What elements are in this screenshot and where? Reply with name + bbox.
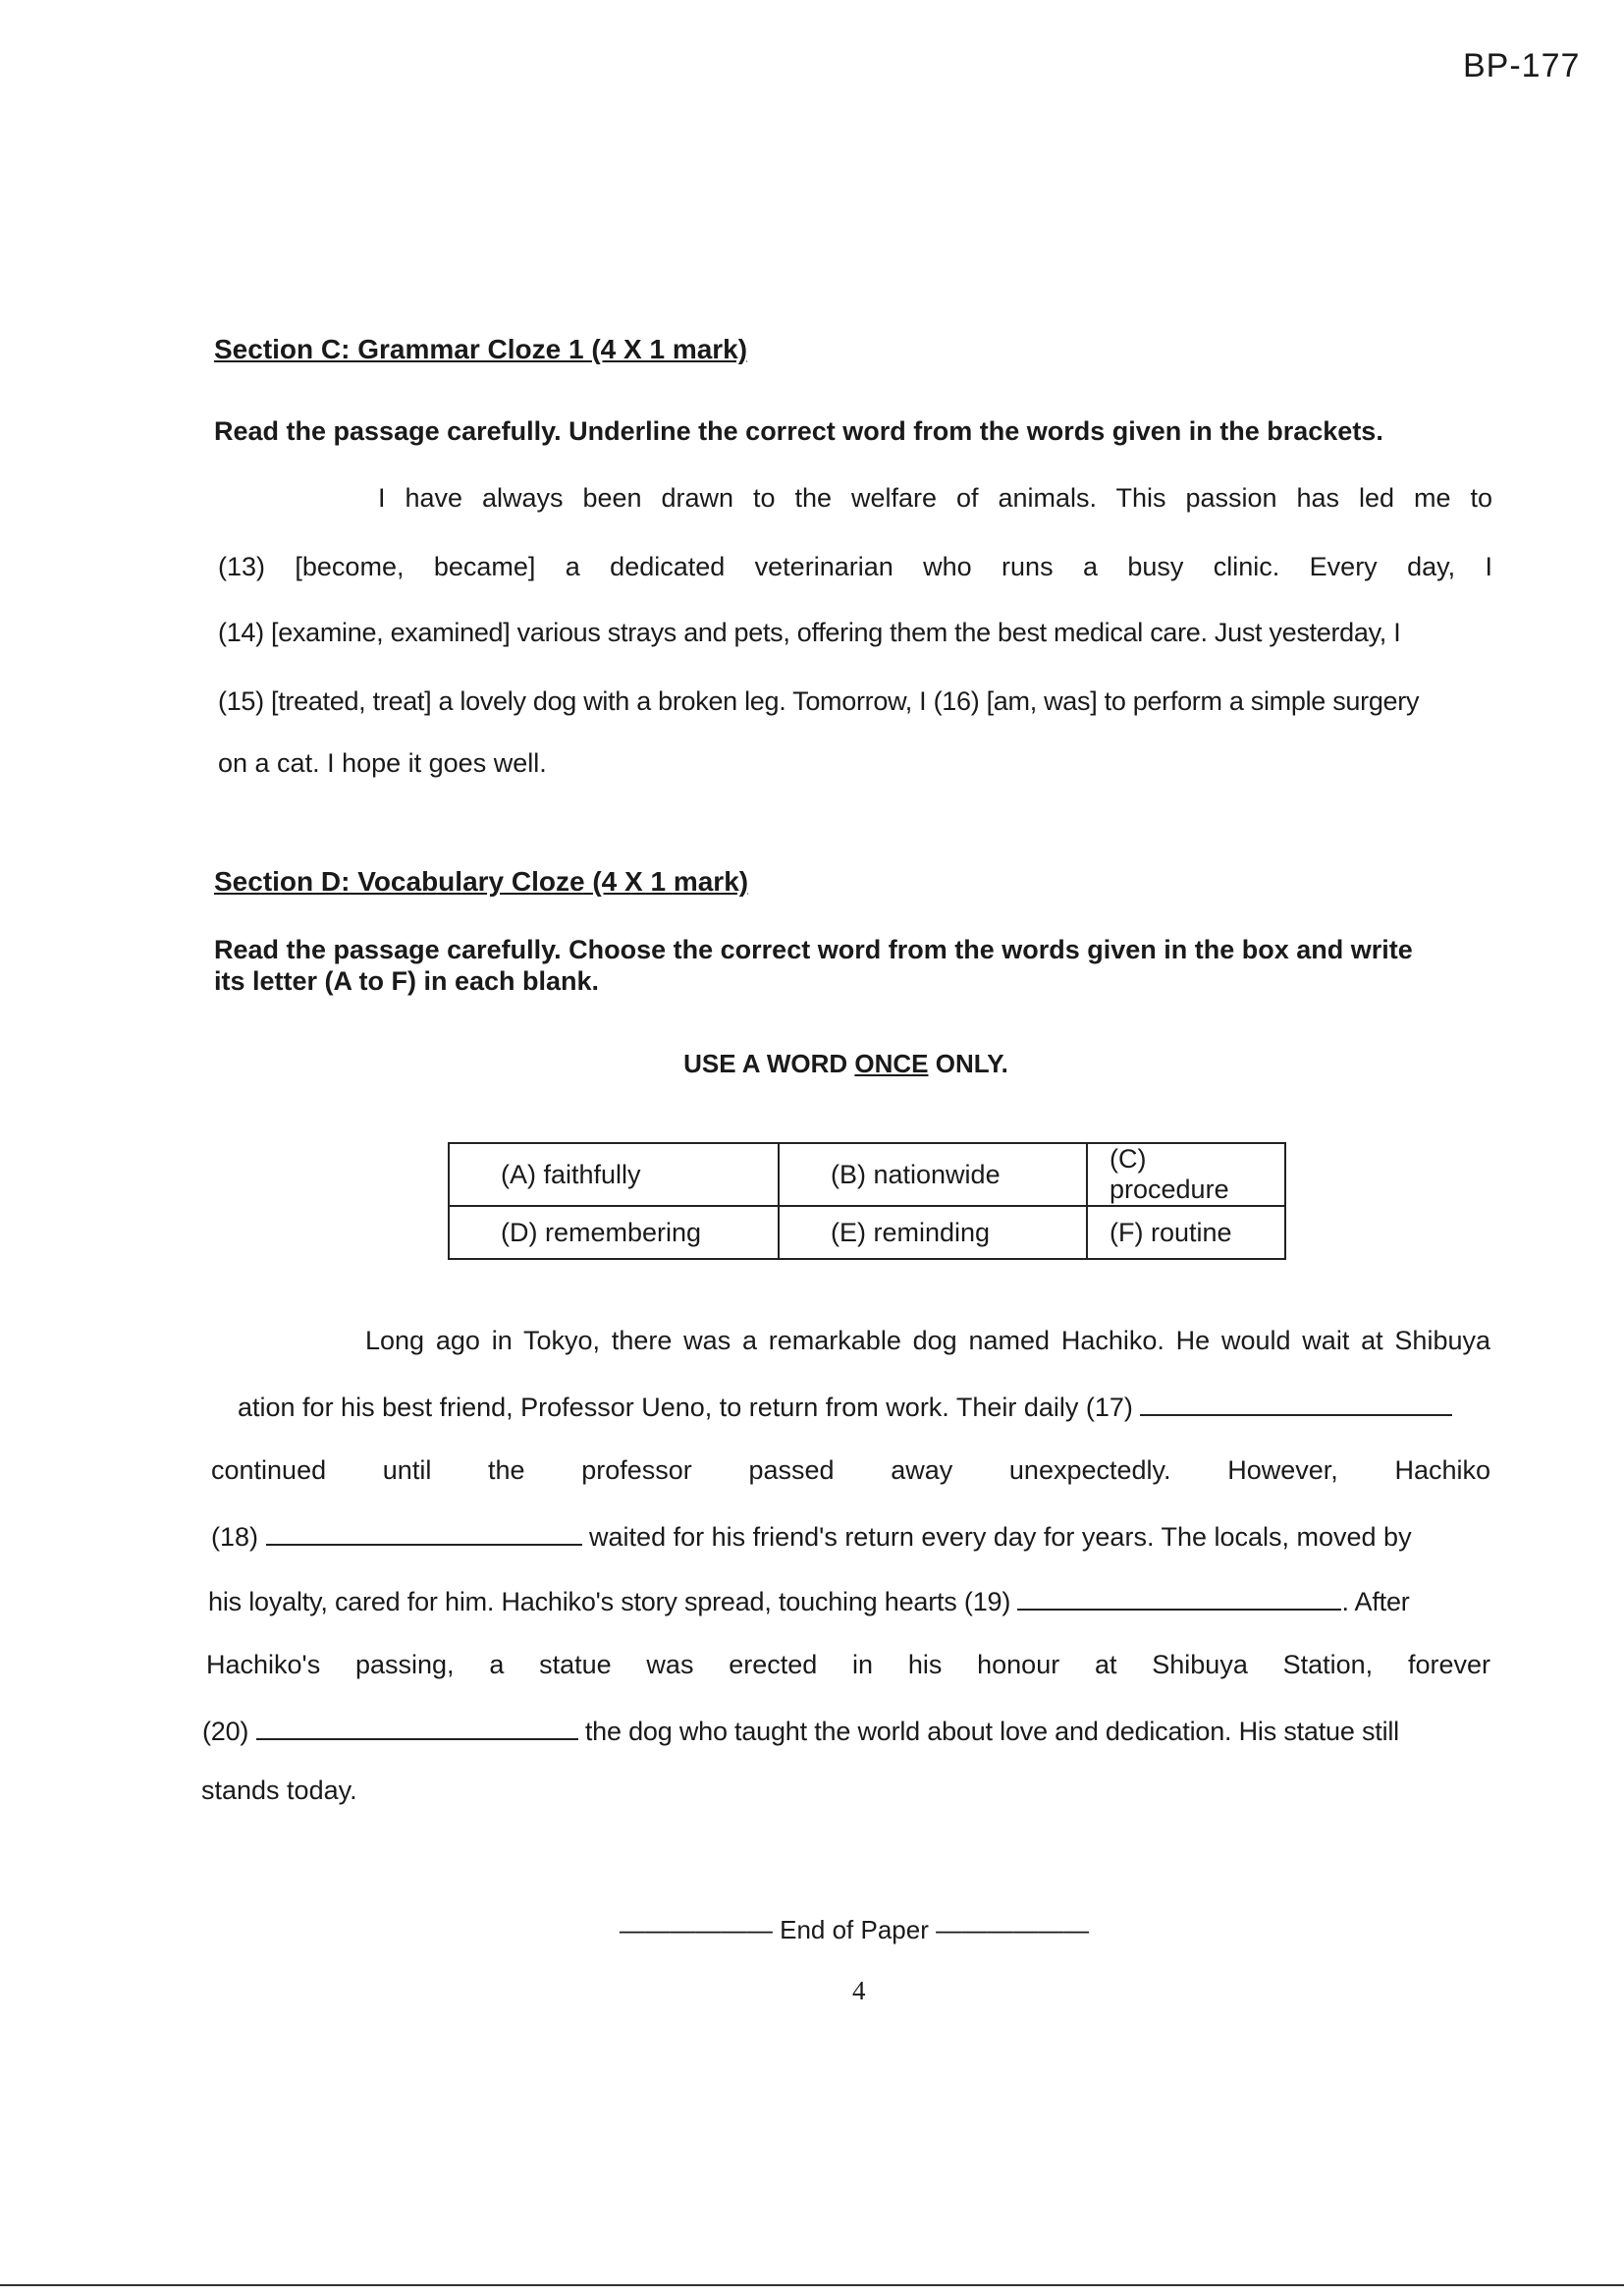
passage-line-5-text: his loyalty, cared for him. Hachiko's story spread, touching hearts (19) <box>208 1587 1011 1616</box>
word-option-c: (C) procedure <box>1087 1143 1285 1206</box>
passage-line-5 <box>208 1583 1410 1618</box>
section-c-line-5: on a cat. I hope it goes well. <box>218 748 547 778</box>
section-c-line-1: I have always been drawn to the welfare of animals. This passion has led me to <box>378 483 1492 513</box>
section-c-line-3: (14) [examine, examined] various strays and pets, offering them the best medical care. Just yesterday, I <box>218 618 1401 647</box>
passage-line-7-num: (20) <box>202 1717 249 1746</box>
passage-line-5-end: . After <box>1341 1587 1410 1616</box>
passage-line-8: stands today. <box>201 1776 357 1805</box>
section-c-line-2: (13) [become, became] a dedicated veterinarian who runs a busy clinic. Every day, I <box>218 552 1492 581</box>
passage-line-7 <box>202 1713 1399 1748</box>
use-once-post: ONLY. <box>928 1049 1008 1078</box>
blank-19[interactable] <box>1017 1583 1341 1611</box>
word-box-row <box>449 1206 1285 1259</box>
paper-code: BP-177 <box>1463 47 1581 84</box>
use-once-underlined: ONCE <box>854 1049 929 1078</box>
passage-line-3: continued until the professor passed away unexpectedly. However, Hachiko <box>211 1455 1490 1485</box>
section-c-title: Section C: Grammar Cloze 1 (4 X 1 mark) <box>214 334 748 364</box>
blank-17[interactable] <box>1140 1389 1452 1416</box>
passage-line-2 <box>238 1389 1452 1424</box>
word-box <box>448 1142 1286 1260</box>
blank-20[interactable] <box>256 1713 578 1740</box>
section-d-instruction-1: Read the passage carefully. Choose the correct word from the words given in the box and write <box>214 935 1413 964</box>
page-number: 4 <box>852 1976 866 2005</box>
word-option-b: (B) nationwide <box>779 1143 1087 1206</box>
passage-line-6: Hachiko's passing, a statue was erected in his honour at Shibuya Station, forever <box>206 1650 1490 1679</box>
section-c-instruction: Read the passage carefully. Underline the correct word from the words given in the brackets. <box>214 416 1383 446</box>
section-d-instruction-2: its letter (A to F) in each blank. <box>214 966 600 996</box>
section-d-title: Section D: Vocabulary Cloze (4 X 1 mark) <box>214 866 749 897</box>
section-c-line-4: (15) [treated, treat] a lovely dog with a broken leg. Tomorrow, I (16) [am, was] to perform a simple surgery <box>218 686 1420 716</box>
end-of-paper: —————— End of Paper —————— <box>619 1915 1090 1944</box>
passage-line-1: Long ago in Tokyo, there was a remarkable dog named Hachiko. He would wait at Shibuya <box>365 1326 1490 1355</box>
passage-line-4-num: (18) <box>211 1522 259 1552</box>
word-option-f: (F) routine <box>1087 1206 1285 1259</box>
word-option-e: (E) reminding <box>779 1206 1087 1259</box>
blank-18[interactable] <box>266 1518 582 1546</box>
word-box-row <box>449 1143 1285 1206</box>
use-once-note <box>0 1049 1624 1079</box>
passage-line-7-text: the dog who taught the world about love and dedication. His statue still <box>584 1717 1399 1746</box>
passage-line-2-text: ation for his best friend, Professor Ueno, to return from work. Their daily (17) <box>238 1393 1133 1422</box>
bottom-rule <box>0 2284 1624 2286</box>
passage-line-4 <box>211 1518 1412 1554</box>
use-once-pre: USE A WORD <box>683 1049 855 1078</box>
word-option-d: (D) remembering <box>449 1206 779 1259</box>
word-option-a: (A) faithfully <box>449 1143 779 1206</box>
passage-line-4-text: waited for his friend's return every day for years. The locals, moved by <box>589 1522 1412 1552</box>
